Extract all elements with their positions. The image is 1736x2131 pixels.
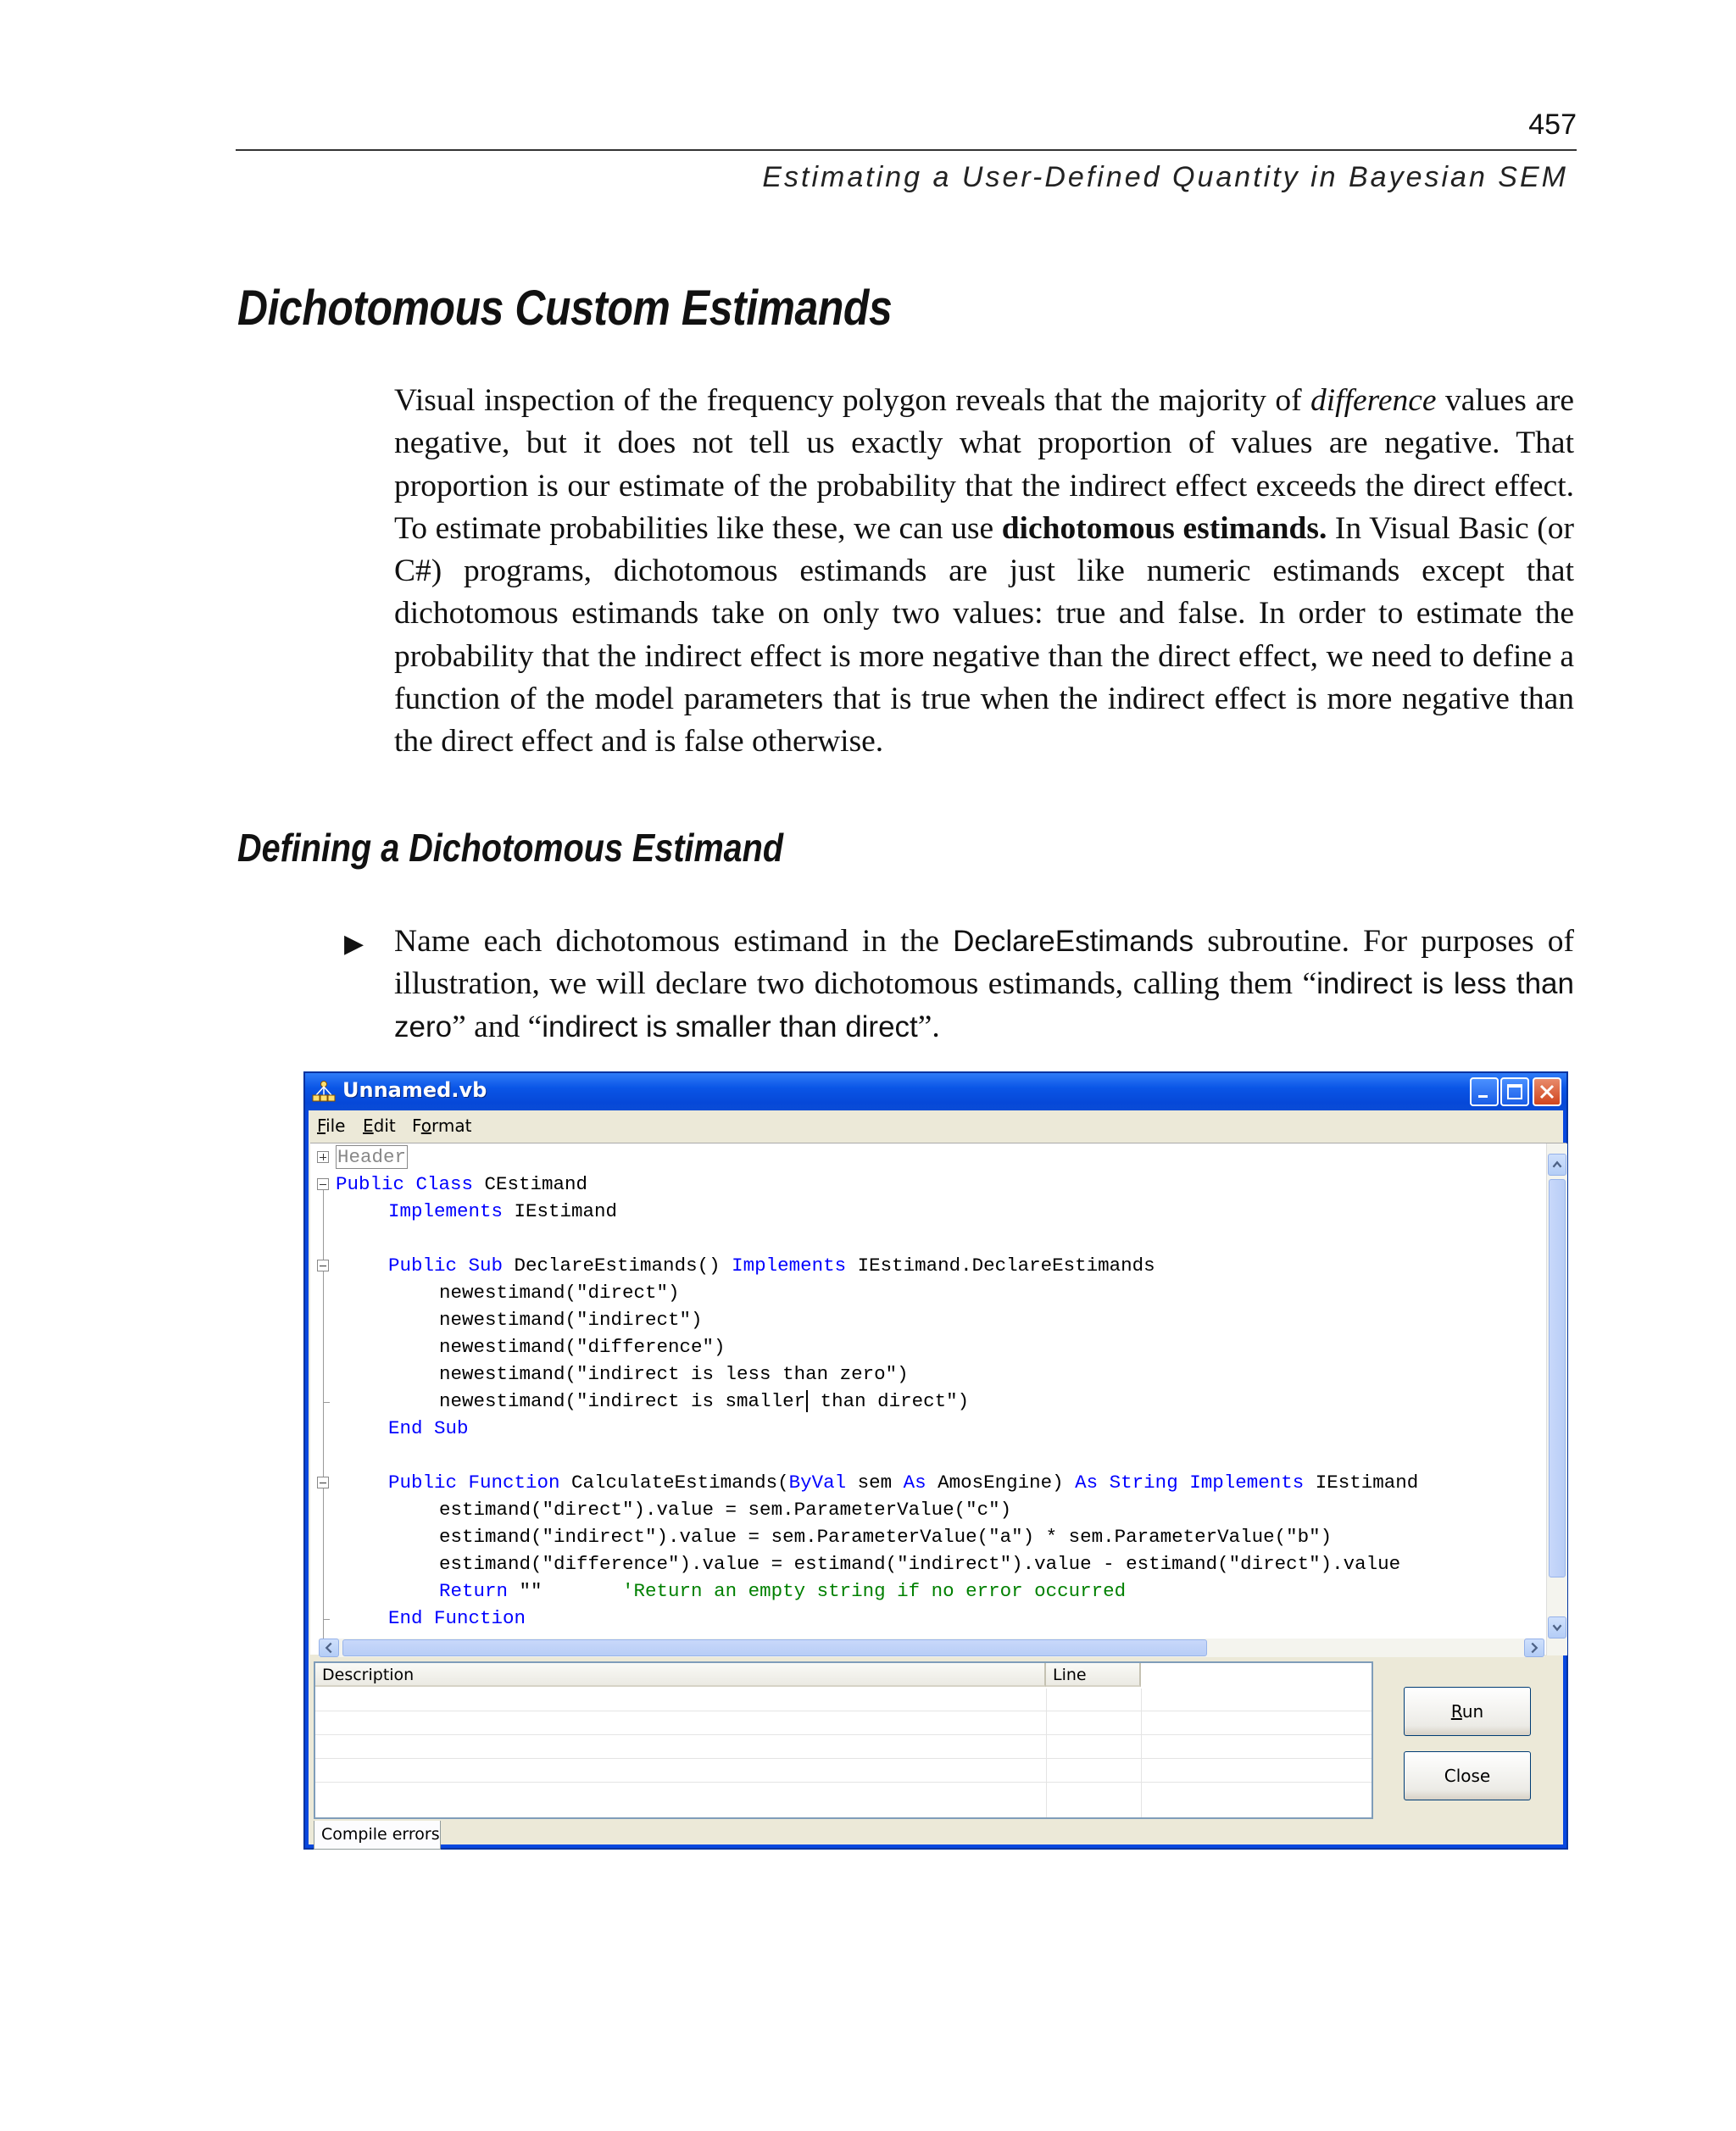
- scroll-up-button[interactable]: [1548, 1154, 1566, 1176]
- running-head: Estimating a User-Defined Quantity in Bayesian SEM: [762, 161, 1568, 193]
- compile-errors-list[interactable]: [314, 1661, 1373, 1819]
- code-line: Implements IEstimand: [388, 1200, 618, 1222]
- code-line: estimand("indirect").value = sem.ParameterValue("a") * sem.ParameterValue("b"): [439, 1526, 1333, 1548]
- code-line: Public Class CEstimand: [336, 1173, 588, 1195]
- section-title: Dichotomous Custom Estimands: [237, 281, 893, 336]
- subsection-title: Defining a Dichotomous Estimand: [237, 826, 783, 870]
- code-line: newestimand("indirect is smaller than direct"): [439, 1390, 970, 1412]
- code-line: newestimand("difference"): [439, 1336, 726, 1358]
- maximize-button[interactable]: [1500, 1077, 1529, 1106]
- collapse-icon[interactable]: [317, 1260, 329, 1271]
- tab-compile-errors[interactable]: Compile errors: [314, 1821, 441, 1850]
- scroll-right-button[interactable]: [1524, 1639, 1544, 1657]
- code-line: Public Sub DeclareEstimands() Implements IEstimand.DeclareEstimands: [388, 1255, 1155, 1277]
- chevron-up-icon: [1549, 1155, 1566, 1175]
- close-window-button[interactable]: [1533, 1077, 1561, 1106]
- collapse-icon[interactable]: [317, 1477, 329, 1488]
- close-icon: [1534, 1079, 1560, 1104]
- page-number: 457: [1528, 108, 1577, 141]
- code-line: Public Function CalculateEstimands(ByVal sem As AmosEngine) As String Implements IEstimand: [388, 1472, 1419, 1494]
- chevron-right-icon: [1525, 1639, 1544, 1656]
- minimize-icon: [1472, 1079, 1497, 1104]
- minimize-button[interactable]: [1470, 1077, 1499, 1106]
- expand-icon[interactable]: [317, 1151, 329, 1163]
- menu-bar: [309, 1110, 1563, 1141]
- vertical-scroll-thumb[interactable]: [1549, 1179, 1566, 1577]
- column-header-description[interactable]: Description: [315, 1663, 1046, 1687]
- fold-guide: [323, 1190, 324, 1639]
- code-line: newestimand("indirect"): [439, 1309, 703, 1331]
- window-client: [309, 1110, 1563, 1844]
- code-line: End Sub: [388, 1417, 469, 1439]
- menu-edit[interactable]: Edit: [363, 1116, 396, 1136]
- menu-format[interactable]: Format: [412, 1116, 472, 1136]
- code-line: estimand("difference").value = estimand("indirect").value - estimand("direct").value: [439, 1553, 1401, 1575]
- fold-end-tick: [323, 1619, 330, 1620]
- scroll-left-button[interactable]: [319, 1639, 339, 1657]
- code-line: Header: [337, 1146, 407, 1168]
- bullet-paragraph: Name each dichotomous estimand in the DeclareEstimands subroutine. For purposes of illustration, we will declare two dichotomous estimands, calling them “indirect is less than zero” and “indirect is smaller than direct”.: [394, 924, 1574, 1044]
- code-line: Return "" 'Return an empty string if no error occurred: [439, 1580, 1127, 1602]
- column-divider: [1046, 1689, 1047, 1817]
- header-rule: [236, 149, 1577, 151]
- code-line: estimand("direct").value = sem.ParameterValue("c"): [439, 1499, 1012, 1521]
- horizontal-scrollbar[interactable]: [319, 1639, 1544, 1657]
- menu-file[interactable]: File: [317, 1116, 346, 1136]
- network-diagram-icon: [312, 1080, 336, 1104]
- table-row: [315, 1734, 1372, 1735]
- bullet-arrow-icon: ▶: [344, 929, 364, 959]
- code-line: newestimand("direct"): [439, 1282, 680, 1304]
- table-row: [315, 1758, 1372, 1759]
- maximize-icon: [1502, 1079, 1527, 1104]
- code-editor[interactable]: [310, 1143, 1566, 1655]
- title-bar[interactable]: [305, 1073, 1566, 1110]
- text-caret: [806, 1390, 808, 1412]
- chevron-down-icon: [1549, 1617, 1566, 1638]
- run-button[interactable]: Run: [1404, 1687, 1531, 1736]
- editor-window: [303, 1071, 1568, 1850]
- column-divider: [1141, 1689, 1142, 1817]
- code-line: newestimand("indirect is less than zero"): [439, 1363, 909, 1385]
- column-header-line[interactable]: Line: [1046, 1663, 1141, 1687]
- chevron-left-icon: [320, 1639, 338, 1656]
- code-line: End Function: [388, 1607, 526, 1629]
- vertical-scrollbar[interactable]: [1546, 1143, 1567, 1655]
- table-row: [315, 1782, 1372, 1783]
- fold-end-tick: [323, 1402, 330, 1403]
- horizontal-scroll-thumb[interactable]: [342, 1639, 1207, 1656]
- collapse-icon[interactable]: [317, 1178, 329, 1190]
- window-title: Unnamed.vb: [342, 1078, 487, 1102]
- scroll-down-button[interactable]: [1548, 1616, 1566, 1639]
- close-button[interactable]: Close: [1404, 1751, 1531, 1800]
- body-paragraph: Visual inspection of the frequency polygon reveals that the majority of difference values are negative, but it does not tell us exactly what proportion of values are negative. That proportion is our estimate of the probability that the indirect effect exceeds the direct effect. To estimate probabilities like these, we can use dichotomous estimands. In Visual Basic (or C#) programs, dichotomous estimands are just like numeric estimands except that dichotomous estimands take on only two values: true and false. In order to estimate the probability that the indirect effect is more negative than the direct effect, we need to define a function of the model parameters that is true when the indirect effect is more negative than the direct effect and is false otherwise.: [394, 383, 1574, 759]
